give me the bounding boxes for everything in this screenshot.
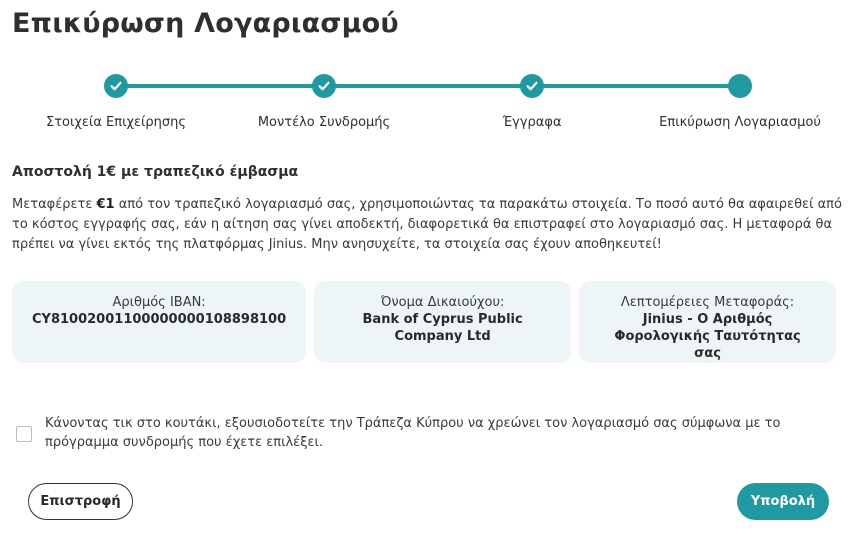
transfer-details-label: Λεπτομέρειες Μεταφοράς: <box>620 295 795 310</box>
step-2-node <box>312 74 336 98</box>
step-label-account-verification: Επικύρωση Λογαριασμού <box>659 115 821 130</box>
intro-text-start: Μεταφέρετε <box>12 197 97 212</box>
submit-button[interactable]: Υποβολή <box>737 483 829 520</box>
page-title: Επικύρωση Λογαριασμού <box>12 8 399 39</box>
consent-checkbox[interactable] <box>16 426 32 442</box>
transfer-details-card <box>579 281 836 363</box>
check-icon <box>525 79 539 93</box>
step-4-node-current <box>728 74 752 98</box>
step-3-node <box>520 74 544 98</box>
intro-text-end: από τον τραπεζικό λογαριασμό σας, χρησιμοποιώντας τα παρακάτω στοιχεία. Το ποσό αυτό θα αφαιρεθεί από το κόστος εγγραφής σας, εάν η αίτηση σας γίνει αποδεκτή, διαφορετικά θα επιστραφεί στο λογαριασμό σας. Η μεταφορά θα πρέπει να γίνει εκτός της πλατφόρμας Jinius. Μην ανησυχείτε, τα στοιχεία σας έχουν αποθηκευτεί! <box>12 197 842 252</box>
stepper-track <box>116 84 740 88</box>
beneficiary-label: Όνομα Δικαιούχου: <box>380 295 505 310</box>
step-1-node <box>104 74 128 98</box>
step-label-business-details: Στοιχεία Επιχείρησης <box>45 115 187 130</box>
consent-text: Κάνοντας τικ στο κουτάκι, εξουσιοδοτείτε την Τράπεζα Κύπρου να χρεώνει τον λογαριασμό σας σύμφωνα με το πρόγραμμα συνδρομής που έχετε επιλέξει. <box>45 416 781 450</box>
check-icon <box>109 79 123 93</box>
beneficiary-card <box>314 281 571 363</box>
iban-label: Αριθμός IBAN: <box>112 295 206 310</box>
step-label-subscription-model: Μοντέλο Συνδρομής <box>257 115 391 130</box>
intro-amount: €1 <box>96 197 115 212</box>
back-button[interactable]: Επιστροφή <box>28 483 133 520</box>
progress-stepper <box>0 72 853 132</box>
iban-value: CY81002001100000000108898100 <box>32 312 287 327</box>
check-icon <box>317 79 331 93</box>
bank-details-cards <box>12 281 836 363</box>
transfer-instructions <box>12 195 842 255</box>
consent-row <box>16 414 836 452</box>
iban-card <box>12 281 306 363</box>
transfer-details-value: Jinius - Ο Αριθμός Φορολογικής Ταυτότητας σας <box>614 312 801 361</box>
beneficiary-value: Bank of Cyprus Public Company Ltd <box>362 312 523 344</box>
transfer-section-title: Αποστολή 1€ με τραπεζικό έμβασμα <box>12 164 299 180</box>
step-label-documents: Έγγραφα <box>502 115 562 130</box>
